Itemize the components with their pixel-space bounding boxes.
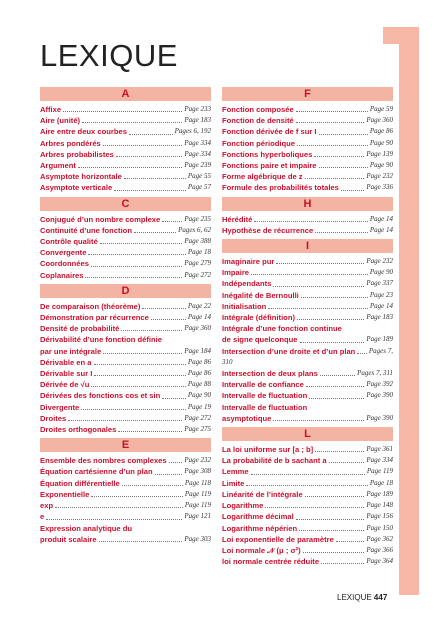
page-reference: Page 308 (184, 467, 211, 476)
index-entry (40, 390, 211, 401)
index-term: Droites orthogonales (40, 425, 117, 435)
index-entry (222, 149, 393, 160)
page-reference: Page 22 (187, 301, 211, 310)
index-term-line: Intégrale d’une fonction continue (222, 324, 342, 334)
index-entry (222, 214, 393, 225)
index-term: Fonction de densité (222, 116, 294, 126)
index-entry (222, 126, 393, 137)
index-term: Forme algébrique de z (222, 172, 303, 182)
page-reference: Page 90 (369, 161, 393, 170)
index-entry (40, 455, 211, 466)
page-reference: Page 119 (366, 467, 393, 476)
index-entry (40, 171, 211, 182)
section-letter-header: H (222, 197, 393, 211)
index-entry (40, 247, 211, 258)
leader-dots (169, 462, 183, 463)
leader-dots (314, 156, 364, 157)
index-entry (40, 225, 211, 236)
page-reference-continued: 310 (222, 357, 233, 366)
index-entry (40, 357, 211, 368)
page-reference: Page 18 (187, 248, 211, 257)
index-entry (222, 390, 393, 401)
index-term: Intervalle de fluctuation (222, 391, 308, 401)
leader-dots (300, 342, 365, 343)
index-entry (222, 138, 393, 149)
index-entry (222, 455, 393, 466)
leader-dots (99, 541, 183, 542)
section-letter-header: E (40, 438, 211, 452)
index-term: Fonction dérivée de f sur I (222, 127, 317, 137)
leader-dots (305, 496, 365, 497)
leader-dots (296, 122, 365, 123)
index-term: Convergente (40, 248, 87, 258)
index-entry (40, 182, 211, 193)
leader-dots (341, 190, 364, 191)
index-term: Impaire (222, 268, 250, 278)
index-term: exp (40, 501, 54, 511)
page-reference: Page 118 (184, 478, 211, 487)
leader-dots (103, 353, 182, 354)
index-term: Linéarité de l’intégrale (222, 489, 303, 499)
index-term: Argument (40, 161, 76, 171)
index-term: loi normale centrée réduite (222, 557, 320, 567)
index-entry (222, 267, 393, 278)
page-reference: Page 139 (366, 149, 393, 158)
page-reference: Page 189 (366, 335, 393, 344)
leader-dots (68, 420, 182, 421)
index-entry-continuation (222, 357, 393, 368)
index-term: Affixe (40, 105, 62, 114)
leader-dots (129, 134, 173, 135)
index-entry (40, 346, 211, 357)
index-entry (40, 323, 211, 334)
index-term: De comparaison (théorème) (40, 301, 141, 311)
page-reference: Page 14 (369, 214, 393, 223)
leader-dots (91, 496, 183, 497)
index-term: Asymptote verticale (40, 183, 113, 193)
leader-dots (251, 274, 368, 275)
page-reference: Page 57 (187, 183, 211, 192)
index-term: Imaginaire pur (222, 257, 275, 267)
index-entry (222, 312, 393, 323)
index-entry (222, 444, 393, 455)
index-term-line: Dérivabilité d’une fonction définie (40, 335, 162, 345)
section-letter-header: A (40, 87, 211, 101)
page-reference: Page 390 (366, 413, 393, 422)
page-reference: Page 360 (184, 324, 211, 333)
page-reference: Page 86 (369, 127, 393, 136)
index-term: Conjugué d’un nombre complexe (40, 214, 161, 224)
index-entry (40, 149, 211, 160)
page-reference: Page 119 (184, 501, 211, 510)
leader-dots (63, 111, 182, 112)
leader-dots (251, 474, 365, 475)
index-entry (222, 334, 393, 345)
page-reference: Page 88 (187, 380, 211, 389)
page-reference: Page 150 (366, 523, 393, 532)
leader-dots (273, 286, 364, 287)
index-column-left (40, 87, 211, 545)
index-term: Divergente (40, 402, 80, 412)
index-term: La probabilité de b sachant a (222, 456, 327, 466)
index-term: Intersection d’une droite et d’un plan (222, 346, 356, 356)
leader-dots (296, 111, 368, 112)
page-reference: Page 390 (366, 391, 393, 400)
page-reference: Page 86 (187, 369, 211, 378)
leader-dots (276, 263, 364, 264)
section-letter-header: F (222, 87, 393, 101)
leader-dots (305, 178, 365, 179)
index-entry (40, 138, 211, 149)
index-entry (222, 534, 393, 545)
page-reference: Page 90 (187, 391, 211, 400)
section-letter-header: I (222, 239, 393, 253)
leader-dots (94, 375, 186, 376)
leader-dots (78, 167, 183, 168)
index-entry (222, 413, 393, 424)
index-term: produit scalaire (40, 534, 97, 544)
page-reference: Page 362 (366, 534, 393, 543)
leader-dots (301, 297, 368, 298)
page-reference: Page 14 (369, 225, 393, 234)
page-reference: Page 388 (184, 237, 211, 246)
leader-dots (162, 221, 182, 222)
page-reference: Page 232 (366, 172, 393, 181)
page-reference: Page 90 (369, 138, 393, 147)
index-term: Coordonnées (40, 259, 89, 269)
page-reference: Page 272 (184, 270, 211, 279)
page-reference: Page 334 (366, 456, 393, 465)
leader-dots (299, 530, 364, 531)
leader-dots (91, 266, 182, 267)
index-term: Intervalle de confiance (222, 380, 304, 390)
index-term: La loi uniforme sur [a ; b] (222, 445, 314, 455)
index-entry (40, 312, 211, 323)
index-entry (40, 115, 211, 126)
index-entry (222, 346, 393, 357)
leader-dots (134, 232, 176, 233)
leader-dots (273, 420, 364, 421)
leader-dots (329, 462, 365, 463)
index-term: Asymptote horizontale (40, 172, 122, 182)
index-entry (40, 104, 211, 115)
leader-dots (306, 386, 364, 387)
index-term: Intégrale (définition) (222, 313, 295, 323)
leader-dots (303, 552, 365, 553)
index-entry (40, 424, 211, 435)
index-term: Hérédité (222, 214, 253, 224)
leader-dots (315, 232, 368, 233)
page-reference: Page 366 (366, 545, 393, 554)
page-reference: Page 334 (184, 138, 211, 147)
leader-dots (268, 308, 368, 309)
leader-dots (315, 451, 364, 452)
leader-dots (357, 353, 367, 354)
index-entry (40, 500, 211, 511)
page-reference: Page 189 (366, 489, 393, 498)
leader-dots (297, 145, 368, 146)
index-entry (40, 126, 211, 137)
index-entry (222, 182, 393, 193)
index-term: Loi exponentielle de paramètre (222, 534, 334, 544)
index-term: Démonstration par récurrence (40, 313, 149, 323)
index-term: Fonction périodique (222, 138, 295, 148)
index-term: Droites (40, 413, 67, 423)
leader-dots (297, 319, 364, 320)
index-term: asymptotique (222, 413, 272, 423)
index-column-right (222, 87, 393, 567)
leader-dots (46, 519, 182, 520)
index-term: Initialisation (222, 301, 267, 311)
index-entry (222, 500, 393, 511)
leader-dots (142, 308, 185, 309)
index-term: Aire entre deux courbes (40, 127, 127, 137)
index-entry (222, 278, 393, 289)
index-term: Logarithme (222, 501, 264, 511)
leader-dots (118, 431, 182, 432)
page-reference: Pages 7, 311 (357, 369, 393, 378)
index-entry (40, 258, 211, 269)
page-reference: Page 360 (366, 116, 393, 125)
index-term: Aire (unité) (40, 116, 81, 126)
index-term: Formule des probabilités totales (222, 183, 339, 193)
index-entry (40, 379, 211, 390)
index-entry (40, 402, 211, 413)
index-term: Fonctions paire et impaire (222, 161, 317, 171)
index-term: Équation différentielle (40, 478, 120, 488)
footer-label: LEXIQUE (337, 593, 372, 602)
leader-dots (254, 221, 367, 222)
page-reference: Page 336 (366, 183, 393, 192)
index-entry (222, 225, 393, 236)
leader-dots (124, 178, 186, 179)
leader-dots (319, 134, 368, 135)
index-term: Loi normale 𝒩 (μ ; σ²) (222, 545, 301, 555)
index-entry (222, 478, 393, 489)
leader-dots (55, 507, 183, 508)
index-term: Équation cartésienne d’un plan (40, 467, 153, 477)
index-entry (40, 160, 211, 171)
index-entry (222, 545, 393, 556)
leader-dots (85, 277, 182, 278)
footer-page-number: 447 (373, 593, 388, 602)
index-term: Arbres probabilistes (40, 149, 114, 159)
index-entry (40, 368, 211, 379)
leader-dots (100, 243, 183, 244)
index-term: Inégalité de Bernoulli (222, 290, 299, 300)
page-reference: Page 235 (184, 214, 211, 223)
page-reference: Page 14 (187, 313, 211, 322)
index-term: Arbres pondérés (40, 138, 101, 148)
page-reference: Page 156 (366, 512, 393, 521)
index-entry (222, 368, 393, 379)
index-term-line: Intervalle de fluctuation (222, 402, 308, 412)
index-entry (222, 160, 393, 171)
index-entry (222, 290, 393, 301)
page-reference: Pages 6, 192 (174, 127, 211, 136)
page-reference: Page 23 (369, 290, 393, 299)
leader-dots (162, 398, 186, 399)
index-entry (222, 556, 393, 567)
index-term: Exponentielle (40, 489, 90, 499)
page-reference: Pages 7, (368, 346, 393, 355)
index-term: Dérivable sur I (40, 369, 93, 379)
index-term: Fonction composée (222, 105, 294, 114)
section-letter-header: L (222, 427, 393, 441)
page-reference: Page 86 (187, 357, 211, 366)
leader-dots (82, 122, 182, 123)
index-term: Intersection de deux plans (222, 369, 318, 379)
index-term: de signe quelconque (222, 335, 298, 345)
index-entry (222, 301, 393, 312)
leader-dots (309, 398, 364, 399)
page-reference: Page 233 (184, 105, 211, 113)
index-term: Hypothèse de récurrence (222, 225, 314, 235)
index-term: Lemme (222, 467, 249, 477)
index-term: Coplanaires (40, 270, 84, 280)
index-entry (40, 478, 211, 489)
page-reference: Page 239 (184, 161, 211, 170)
page-reference: Page 279 (184, 259, 211, 268)
page-reference: Page 14 (369, 301, 393, 310)
page-reference: Page 121 (184, 512, 211, 521)
page-reference: Page 364 (366, 557, 393, 566)
page-reference: Page 275 (184, 425, 211, 434)
index-entry (40, 270, 211, 281)
index-term: e (40, 512, 45, 522)
index-entry (222, 171, 393, 182)
index-entry (40, 236, 211, 247)
index-term: Logarithme décimal (222, 512, 294, 522)
leader-dots (88, 254, 185, 255)
index-term: Limite (222, 478, 245, 488)
page-reference: Page 19 (187, 402, 211, 411)
page-reference: Page 303 (184, 534, 211, 543)
page-reference: Page 337 (366, 279, 393, 288)
index-term: Contrôle qualité (40, 237, 98, 247)
index-entry (40, 413, 211, 424)
page-reference: Page 184 (184, 346, 211, 355)
index-term: Indépendants (222, 279, 272, 289)
index-term: par une intégrale (40, 346, 102, 356)
index-term: Fonctions hyperboliques (222, 149, 313, 159)
index-entry (40, 511, 211, 522)
page-reference: Page 232 (366, 257, 393, 266)
leader-dots (321, 563, 364, 564)
index-term: Dérivées des fonctions cos et sin (40, 391, 161, 401)
page-reference: Page 18 (369, 478, 393, 487)
page-reference: Page 148 (366, 501, 393, 510)
page-reference: Page 183 (184, 116, 211, 125)
index-term-line: Expression analytique du (40, 523, 132, 533)
page-reference: Page 55 (187, 172, 211, 181)
index-entry (40, 214, 211, 225)
leader-dots (320, 375, 355, 376)
leader-dots (116, 156, 183, 157)
page-reference: Page 183 (366, 313, 393, 322)
page-reference: Page 119 (184, 489, 211, 498)
index-entry (40, 466, 211, 477)
index-entry (222, 466, 393, 477)
index-entry (222, 379, 393, 390)
index-term: Continuité d’une fonction (40, 225, 132, 235)
index-entry (222, 256, 393, 267)
index-term: Ensemble des nombres complexes (40, 456, 167, 466)
leader-dots (94, 364, 186, 365)
page-reference: Page 334 (184, 149, 211, 158)
leader-dots (122, 485, 183, 486)
index-entry (40, 489, 211, 500)
leader-dots (121, 330, 182, 331)
page-reference: Page 90 (369, 268, 393, 277)
index-entry (40, 301, 211, 312)
page-title: LEXIQUE (40, 38, 178, 73)
leader-dots (103, 145, 183, 146)
leader-dots (296, 519, 365, 520)
page-reference: Page 232 (184, 456, 211, 465)
index-term: Densité de probabilité (40, 324, 120, 334)
page-reference: Page 59 (369, 105, 393, 113)
index-entry (222, 523, 393, 534)
leader-dots (91, 386, 186, 387)
page-reference: Pages 6, 62 (178, 225, 211, 234)
index-entry (40, 534, 211, 545)
index-entry (222, 115, 393, 126)
section-letter-header: C (40, 197, 211, 211)
index-term: Dérivable en a (40, 357, 92, 367)
index-entry (222, 489, 393, 500)
leader-dots (319, 167, 368, 168)
leader-dots (81, 409, 186, 410)
leader-dots (246, 485, 367, 486)
page-reference: Page 361 (366, 445, 393, 454)
page-reference: Page 272 (184, 413, 211, 422)
page-footer (337, 593, 387, 602)
index-term: Logarithme népérien (222, 523, 298, 533)
index-entry (222, 104, 393, 115)
leader-dots (265, 507, 364, 508)
leader-dots (155, 474, 183, 475)
index-entry (222, 511, 393, 522)
page-reference: Page 392 (366, 380, 393, 389)
section-letter-header: D (40, 284, 211, 298)
leader-dots (114, 190, 186, 191)
leader-dots (151, 319, 186, 320)
leader-dots (336, 541, 365, 542)
index-term: Dérivée de √u (40, 380, 90, 390)
